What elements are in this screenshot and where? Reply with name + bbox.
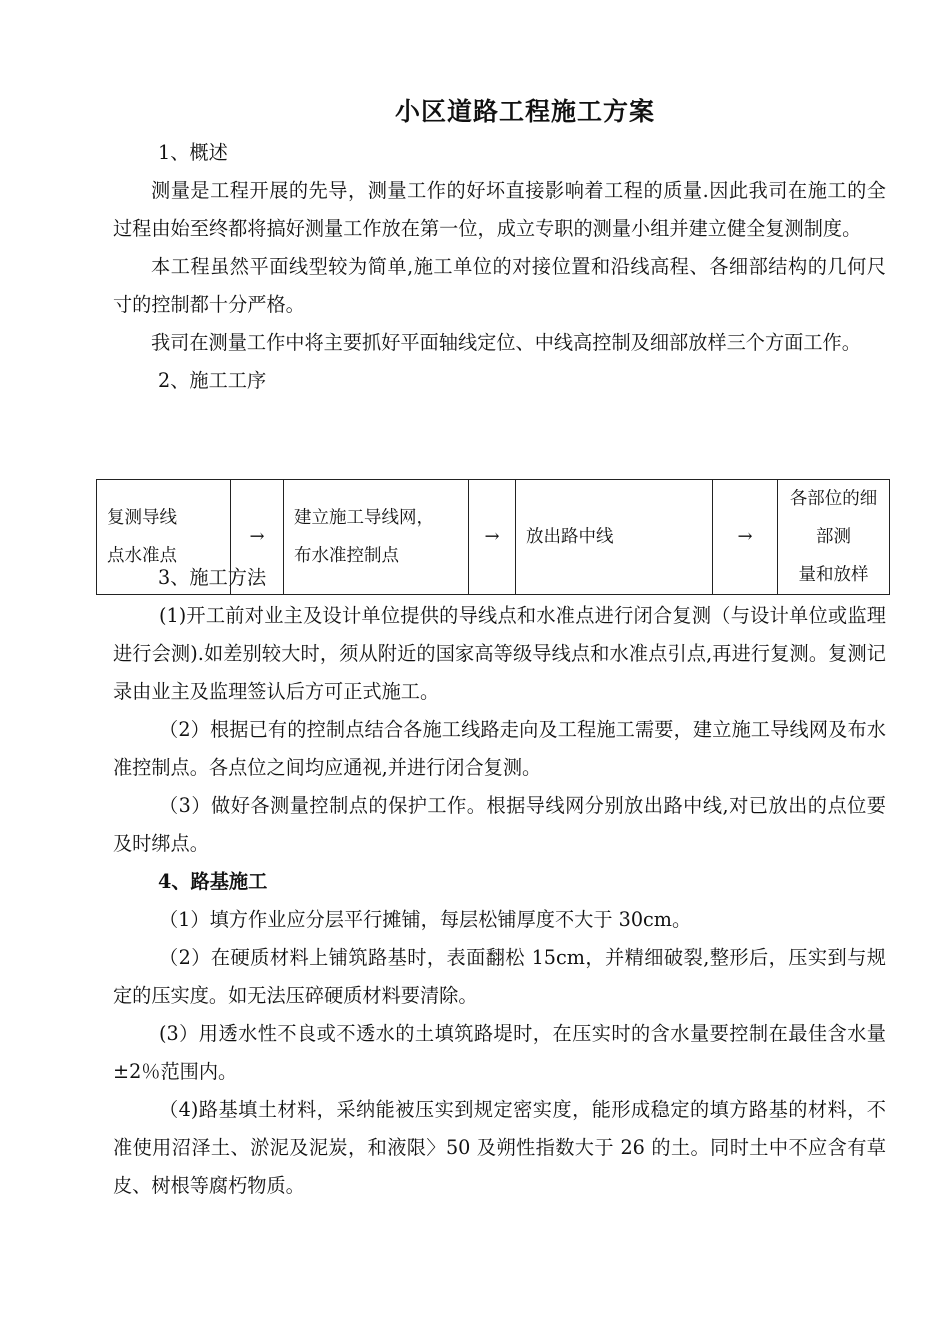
section-1 bbox=[113, 134, 886, 400]
page-title: 小区道路工程施工方案 bbox=[394, 97, 655, 126]
flow-step-4-line-2: 量和放样 bbox=[798, 565, 869, 585]
flow-step-2-line-2: 布水准控制点 bbox=[294, 546, 399, 566]
flow-step-3: 放出路中线 bbox=[516, 480, 713, 595]
section-4-heading: 4、路基施工 bbox=[158, 870, 268, 893]
sections-3-4 bbox=[113, 559, 886, 1205]
flow-arrow-1: → bbox=[231, 480, 284, 595]
section-4-paragraph-4: （4)路基填土材料，采纳能被压实到规定密实度，能形成稳定的填方路基的材料，不准使用沼泽土、淤泥及泥炭，和液限〉50 及朔性指数大于 26 的土。同时土中不应含有草皮、树根等腐朽物质。 bbox=[113, 1098, 886, 1197]
flow-arrow-2: → bbox=[469, 480, 516, 595]
section-4-paragraph-2: （2）在硬质材料上铺筑路基时，表面翻松 15cm，并精细破裂,整形后，压实到与规定的压实度。如无法压碎硬质材料要清除。 bbox=[113, 946, 886, 1007]
section-1-paragraph-3: 我司在测量工作中将主要抓好平面轴线定位、中线高控制及细部放样三个方面工作。 bbox=[151, 331, 861, 354]
section-4-paragraph-3: (3）用透水性不良或不透水的土填筑路堤时，在压实时的含水量要控制在最佳含水量±2％范围内。 bbox=[113, 1022, 886, 1083]
flow-step-4-line-1: 各部位的细部测 bbox=[789, 489, 878, 547]
section-4-paragraph-1: （1）填方作业应分层平行摊铺，每层松铺厚度不大于 30cm。 bbox=[159, 908, 692, 931]
section-3-paragraph-2: （2）根据已有的控制点结合各施工线路走向及工程施工需要，建立施工导线网及布水准控制点。各点位之间均应通视,并进行闭合复测。 bbox=[113, 718, 886, 779]
section-3-paragraph-3: （3）做好各测量控制点的保护工作。根据导线网分别放出路中线,对已放出的点位要及时绑点。 bbox=[113, 794, 886, 855]
section-3-paragraph-1: (1)开工前对业主及设计单位提供的导线点和水准点进行闭合复测（与设计单位或监理进行会测).如差别较大时，须从附近的国家高等级导线点和水准点引点,再进行复测。复测记录由业主及监理签认后方可正式施工。 bbox=[113, 604, 886, 703]
section-1-paragraph-1: 测量是工程开展的先导，测量工作的好坏直接影响着工程的质量.因此我司在施工的全过程由始至终都将搞好测量工作放在第一位，成立专职的测量小组并建立健全复测制度。 bbox=[113, 179, 886, 240]
flow-step-1-line-1: 复测导线 bbox=[107, 508, 177, 528]
section-3-heading: 3、施工方法 bbox=[158, 566, 267, 589]
flow-step-1-line-2: 点水准点 bbox=[107, 546, 177, 566]
section-1-paragraph-2: 本工程虽然平面线型较为简单,施工单位的对接位置和沿线高程、各细部结构的几何尺寸的控制都十分严格。 bbox=[113, 255, 886, 316]
flow-arrow-3: → bbox=[713, 480, 778, 595]
section-2-heading: 2、施工工序 bbox=[158, 369, 267, 392]
flow-step-2-line-1: 建立施工导线网， bbox=[294, 508, 434, 528]
section-1-heading: 1、概述 bbox=[158, 141, 228, 164]
